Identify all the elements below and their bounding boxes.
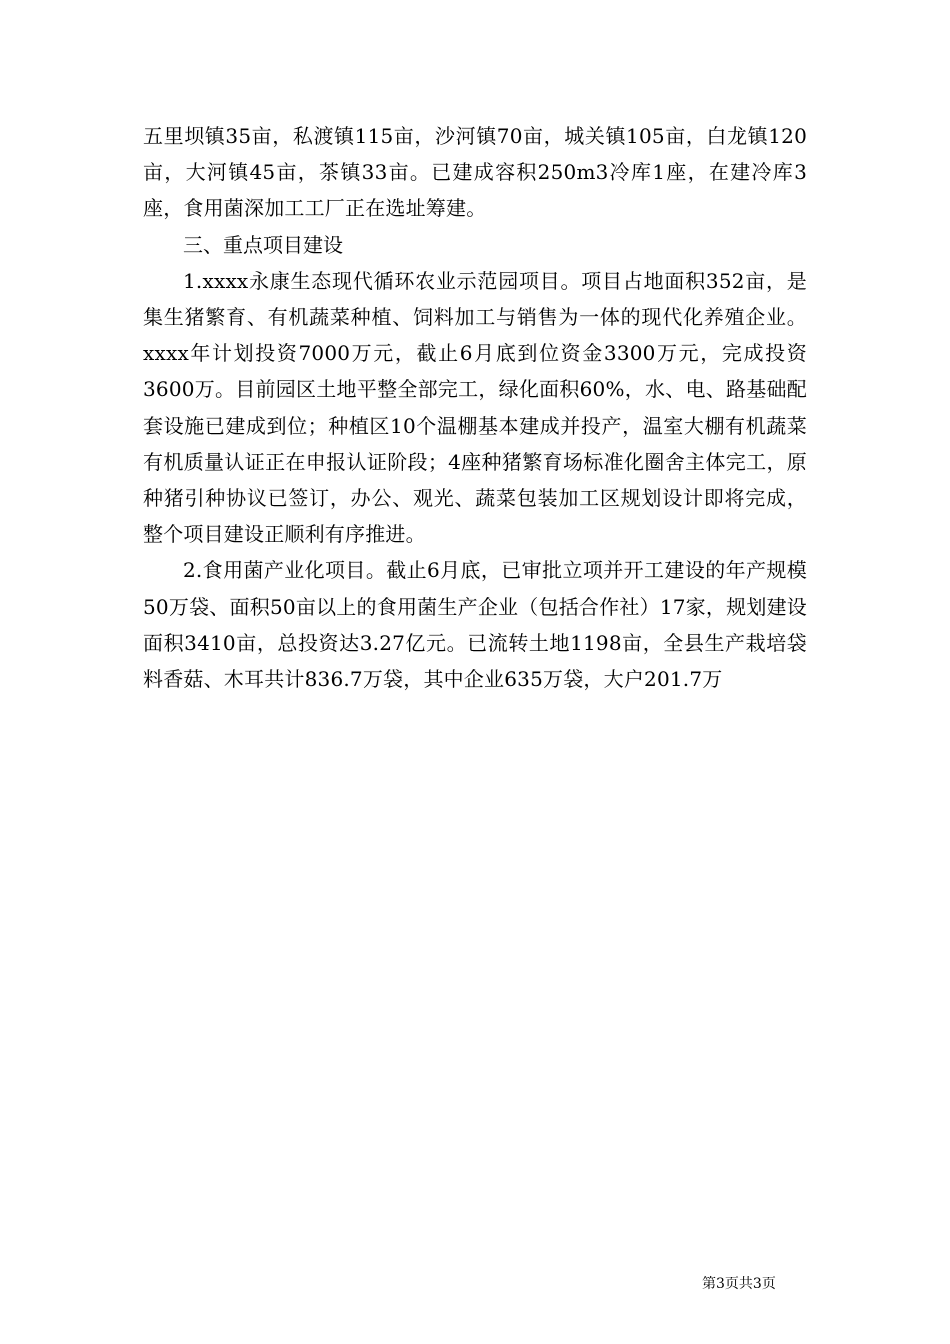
paragraph-item-1: 1.xxxx永康生态现代循环农业示范园项目。项目占地面积352亩，是集生猪繁育、有机蔬菜种植、饲料加工与销售为一体的现代化养殖企业。xxxx年计划投资7000万元，截止6月底到位资金3300万元，完成投资3600万。目前园区土地平整全部完工，绿化面积60%，水、电、路基础配套设施已建成到位；种植区10个温棚基本建成并投产，温室大棚有机蔬菜有机质量认证正在申报认证阶段；4座种猪繁育场标准化圈舍主体完工，原种猪引种协议已签订，办公、观光、蔬菜包装加工区规划设计即将完成，整个项目建设正顺利有序推进。 (143, 268, 807, 547)
paragraph-continuation: 五里坝镇35亩，私渡镇115亩，沙河镇70亩，城关镇105亩，白龙镇120亩，大河镇45亩，茶镇33亩。已建成容积250m3冷库1座，在建冷库3座，食用菌深加工工厂正在选址筹建。 (143, 124, 807, 221)
section-heading: 三、重点项目建设 (183, 232, 343, 257)
document-body (143, 118, 807, 697)
paragraph-item-2: 2.食用菌产业化项目。截止6月底，已审批立项并开工建设的年产规模50万袋、面积50亩以上的食用菌生产企业（包括合作社）17家，规划建设面积3410亩，总投资达3.27亿元。已流转土地1198亩，全县生产栽培袋料香菇、木耳共计836.7万袋，其中企业635万袋，大户201.7万 (143, 558, 807, 692)
page-number-footer: 第3页共3页 (702, 1276, 776, 1292)
